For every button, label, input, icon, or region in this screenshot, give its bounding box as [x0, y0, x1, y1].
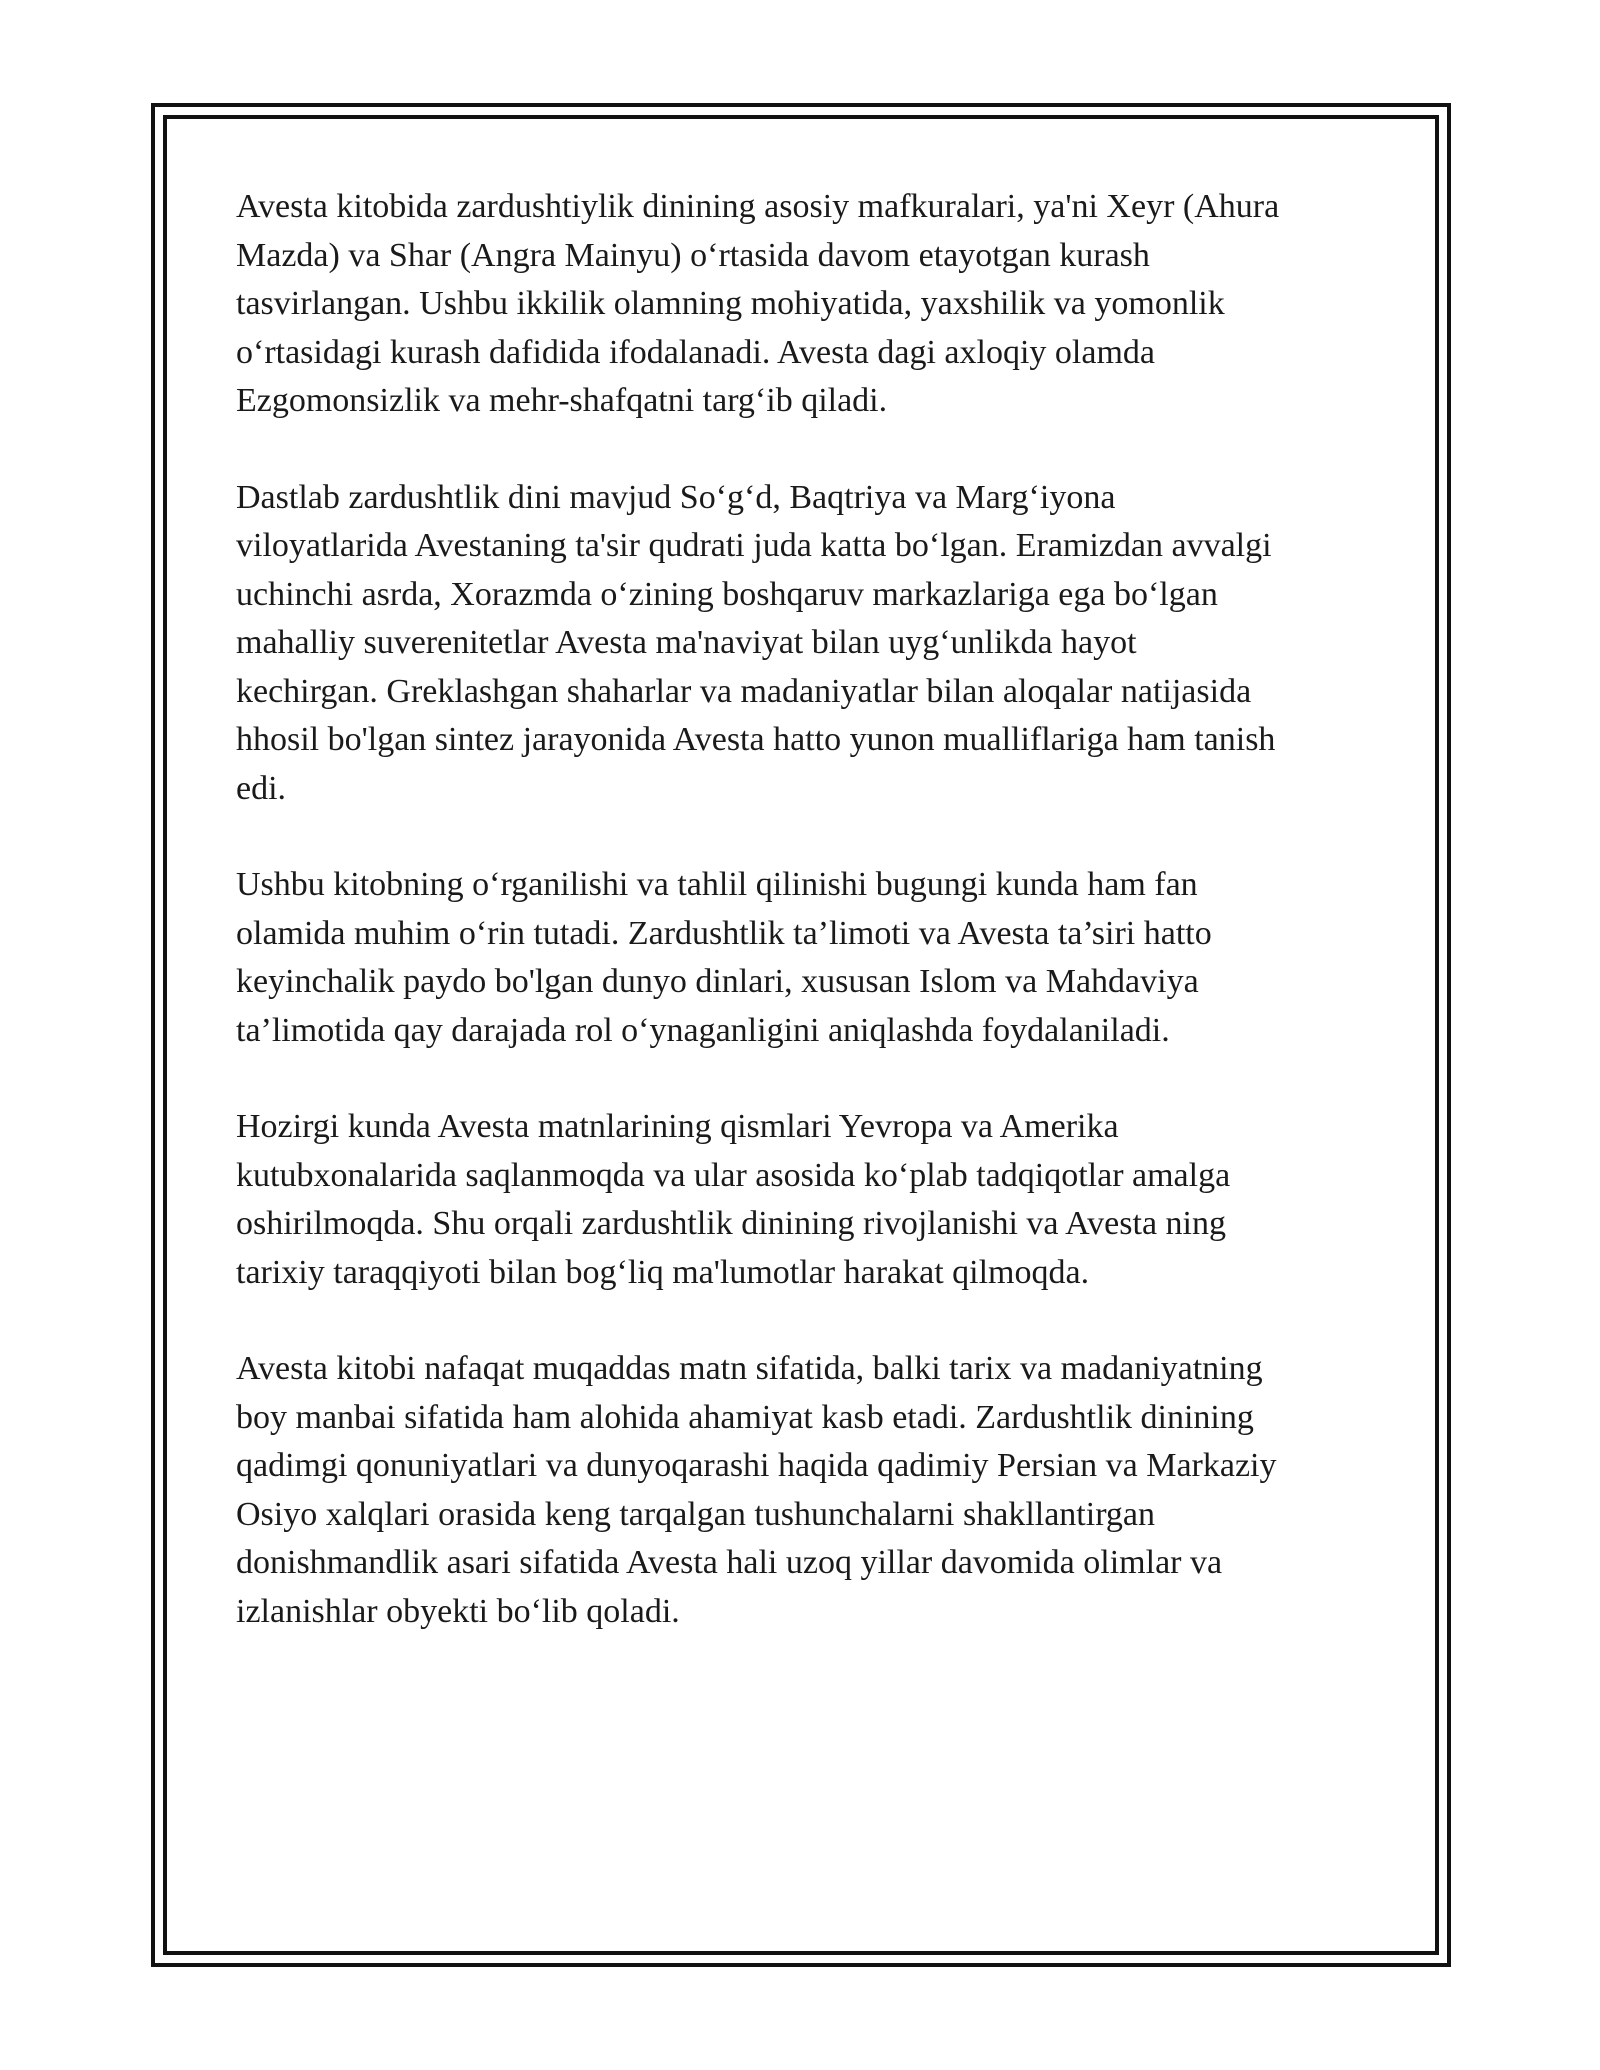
paragraph-1: [236, 183, 1376, 426]
paragraph-5: [236, 1345, 1376, 1636]
paragraph-2: [236, 474, 1376, 814]
document-body: [236, 183, 1376, 1684]
text-line: Dastlab zardushtlik dini mavjud So‘g‘d, Baqtriya va Marg‘iyona: [236, 478, 1116, 516]
text-line: qadimgi qonuniyatlari va dunyoqarashi haqida qadimiy Persian va Markaziy: [236, 1447, 1277, 1484]
text-line: Ushbu kitobning o‘rganilishi va tahlil qilinishi bugungi kunda ham fan: [236, 866, 1198, 903]
text-line: tarixiy taraqqiyoti bilan bog‘liq ma'lumotlar harakat qilmoqda.: [236, 1253, 1090, 1291]
text-line: kechirgan. Greklashgan shaharlar va madaniyatlar bilan aloqalar natijasida: [236, 672, 1252, 710]
text-line: viloyatlarida Avestaning ta'sir qudrati juda katta bo‘lgan. Eramizdan avvalgi: [236, 527, 1272, 564]
text-line: mahalliy suverenitetlar Avesta ma'naviyat bilan uyg‘unlikda hayot: [236, 624, 1137, 661]
paragraph-4: [236, 1103, 1376, 1297]
text-line: ta’limotida qay darajada rol o‘ynaganligini aniqlashda foydalaniladi.: [236, 1011, 1170, 1049]
text-line: donishmandlik asari sifatida Avesta hali uzoq yillar davomida olimlar va: [236, 1544, 1223, 1581]
paragraph-3: [236, 861, 1376, 1055]
text-line: Mazda) va Shar (Angra Mainyu) o‘rtasida davom etayotgan kurash: [236, 236, 1150, 274]
text-line: olamida muhim o‘rin tutadi. Zardushtlik ta’limoti va Avesta ta’siri hatto: [236, 914, 1212, 952]
text-line: uchinchi asrda, Xorazmda o‘zining boshqaruv markazlariga ega bo‘lgan: [236, 575, 1218, 613]
text-line: Avesta kitobida zardushtiylik dinining asosiy mafkuralari, ya'ni Xeyr (Ahura: [236, 188, 1280, 225]
text-line: o‘rtasidagi kurash dafidida ifodalanadi. Avesta dagi axloqiy olamda: [236, 333, 1155, 371]
text-line: edi.: [236, 769, 287, 807]
text-line: Ezgomonsizlik va mehr-shafqatni targ‘ib qiladi.: [236, 382, 888, 419]
text-line: kutubxonalarida saqlanmoqda va ular asosida ko‘plab tadqiqotlar amalga: [236, 1156, 1231, 1194]
text-line: oshirilmoqda. Shu orqali zardushtlik dinining rivojlanishi va Avesta ning: [236, 1205, 1226, 1242]
text-line: hhosil bo'lgan sintez jarayonida Avesta hatto yunon mualliflariga ham tanish: [236, 721, 1276, 758]
text-line: keyinchalik paydo bo'lgan dunyo dinlari, xususan Islom va Mahdaviya: [236, 963, 1199, 1000]
text-line: Osiyo xalqlari orasida keng tarqalgan tushunchalarni shakllantirgan: [236, 1495, 1155, 1533]
text-line: tasvirlangan. Ushbu ikkilik olamning mohiyatida, yaxshilik va yomonlik: [236, 285, 1225, 322]
text-line: izlanishlar obyekti bo‘lib qoladi.: [236, 1592, 680, 1630]
text-line: boy manbai sifatida ham alohida ahamiyat kasb etadi. Zardushtlik dinining: [236, 1398, 1254, 1436]
text-line: Hozirgi kunda Avesta matnlarining qismlari Yevropa va Amerika: [236, 1108, 1119, 1145]
text-line: Avesta kitobi nafaqat muqaddas matn sifatida, balki tarix va madaniyatning: [236, 1350, 1263, 1387]
